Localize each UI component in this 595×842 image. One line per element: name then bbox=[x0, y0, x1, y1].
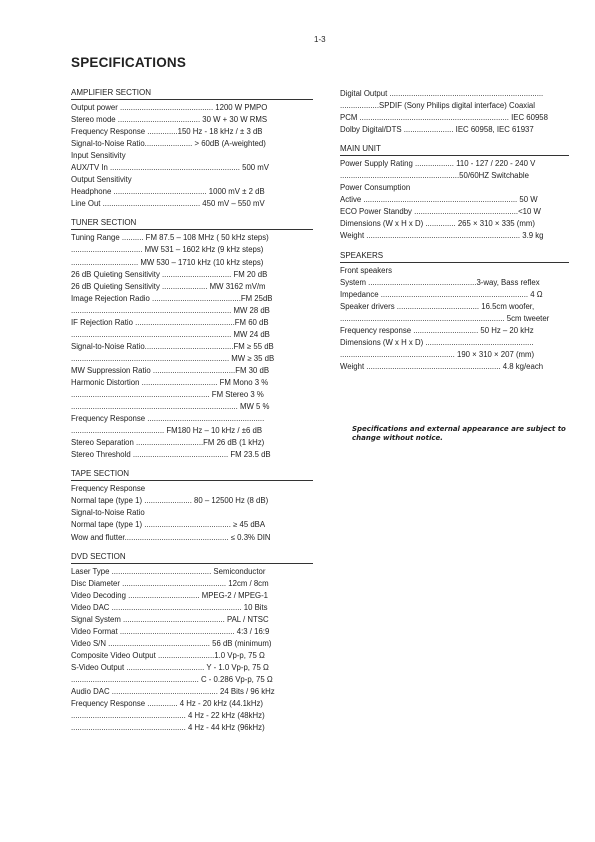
digital-output-block bbox=[340, 88, 569, 136]
spec-line: ........................................................... C - 0.286 Vp-p, 75 Ω bbox=[71, 674, 273, 684]
spec-line: ..................SPDIF (Sony Philips digital interface) Coaxial bbox=[340, 101, 535, 111]
spec-line: ................................................................ FM Stereo 3 % bbox=[71, 390, 264, 400]
spec-line: ................................. MW 531 – 1602 kHz (9 kHz steps) bbox=[71, 245, 264, 255]
amplifier-section-block bbox=[71, 88, 313, 210]
spec-line: ............................................................................ 5cm tweeter bbox=[340, 313, 550, 323]
dvd-section-block bbox=[71, 552, 313, 735]
spec-line: ..................................................... 190 × 310 × 207 (mm) bbox=[340, 349, 535, 359]
main-unit-block bbox=[340, 144, 569, 242]
right-column bbox=[340, 88, 569, 381]
spec-line: Frequency response .............................. 50 Hz – 20 kHz bbox=[340, 325, 534, 335]
spec-line: Output power ........................................... 1200 W PMPO bbox=[71, 103, 268, 112]
speakers-block bbox=[340, 251, 569, 373]
section-title: TAPE SECTION bbox=[71, 469, 313, 481]
tape-section-block bbox=[71, 469, 313, 543]
spec-line: Front speakers bbox=[340, 265, 393, 275]
spec-line: Headphone ........................................... 1000 mV ± 2 dB bbox=[71, 187, 265, 197]
spec-line: ........................................... FM180 Hz – 10 kHz / ±6 dB bbox=[71, 426, 263, 436]
spec-line: Dimensions (W x H x D) .................................................. bbox=[340, 337, 534, 347]
spec-line: Input Sensitivity bbox=[71, 151, 126, 161]
spec-line: Active ....................................................................... 50 W bbox=[340, 195, 538, 205]
left-column bbox=[71, 88, 313, 742]
section-title: SPEAKERS bbox=[340, 251, 569, 263]
spec-line: IF Rejection Ratio ..............................................FM 60 dB bbox=[71, 317, 269, 327]
section-title: DVD SECTION bbox=[71, 552, 313, 564]
spec-line: Dimensions (W x H x D) .............. 265 × 310 × 335 (mm) bbox=[340, 219, 535, 229]
disclaimer-note: Specifications and external appearance are subject to change without notice. bbox=[352, 425, 566, 442]
spec-line: Frequency Response ...................................................... bbox=[71, 414, 265, 424]
spec-line: 26 dB Quieting Sensitivity ..................... MW 3162 mV/m bbox=[71, 281, 266, 291]
spec-line: Signal-to-Noise Ratio...................... > 60dB (A-weighted) bbox=[71, 139, 266, 149]
spec-line: Wow and flutter................................................ ≤ 0.3% DIN bbox=[71, 532, 271, 542]
spec-line: .......................................................50/60HZ Switchable bbox=[340, 171, 529, 181]
spec-line: Composite Video Output ..........................1.0 Vp-p, 75 Ω bbox=[71, 650, 265, 660]
spec-line: Disc Diameter ................................................ 12cm / 8cm bbox=[71, 578, 269, 588]
spec-line: Stereo Separation ...............................FM 26 dB (1 kHz) bbox=[71, 438, 265, 448]
spec-line: Speaker drivers ...................................... 16.5cm woofer, bbox=[340, 301, 535, 311]
spec-line: ............................... MW 530 – 1710 kHz (10 kHz steps) bbox=[71, 257, 264, 267]
spec-line: ..................................................... 4 Hz - 44 kHz (96kHz) bbox=[71, 723, 265, 733]
section-title: TUNER SECTION bbox=[71, 218, 313, 230]
spec-line: Impedance .................................................................... 4 Ω bbox=[340, 289, 543, 299]
spec-line: Video DAC ............................................................ 10 Bits bbox=[71, 602, 268, 612]
spec-line: .......................................................................... MW 28 dB bbox=[71, 305, 270, 315]
spec-line: Weight .............................................................. 4.8 kg/each bbox=[340, 361, 544, 371]
spec-line: ......................................................................... MW ≥ 35 dB bbox=[71, 353, 275, 363]
spec-line: ECO Power Standby ................................................<10 W bbox=[340, 207, 541, 217]
spec-line: Audio DAC ................................................. 24 Bits / 96 kHz bbox=[71, 687, 275, 697]
page-number: 1-3 bbox=[314, 35, 326, 44]
page-title: SPECIFICATIONS bbox=[71, 55, 187, 70]
spec-line: Frequency Response bbox=[71, 484, 146, 494]
spec-line: ............................................................................. MW 5 % bbox=[71, 402, 270, 412]
spec-line: Frequency Response .............. 4 Hz - 20 kHz (44.1kHz) bbox=[71, 699, 263, 709]
spec-line: S-Video Output .................................... Y - 1.0 Vp-p, 75 Ω bbox=[71, 662, 269, 672]
spec-line: MW Suppression Ratio ......................................FM 30 dB bbox=[71, 365, 270, 375]
tuner-section-block bbox=[71, 218, 313, 461]
spec-line: Laser Type .............................................. Semiconductor bbox=[71, 566, 266, 576]
spec-line: Power Supply Rating .................. 110 - 127 / 220 - 240 V bbox=[340, 159, 536, 169]
spec-line: System ..................................................3-way, Bass reflex bbox=[340, 277, 540, 287]
spec-line: Power Consumption bbox=[340, 183, 411, 193]
spec-line: Weight ....................................................................... 3.9 kg bbox=[340, 231, 544, 241]
spec-line: ..................................................... 4 Hz - 22 kHz (48kHz) bbox=[71, 711, 265, 721]
spec-line: Tuning Range .......... FM 87.5 – 108 MHz ( 50 kHz steps) bbox=[71, 233, 269, 243]
spec-line: Stereo mode ...................................... 30 W + 30 W RMS bbox=[71, 115, 268, 125]
spec-line: Video Decoding ................................. MPEG-2 / MPEG-1 bbox=[71, 590, 269, 600]
spec-line: Video S/N ............................................... 56 dB (minimum) bbox=[71, 638, 272, 648]
spec-line: Stereo Threshold ............................................ FM 23.5 dB bbox=[71, 450, 271, 460]
spec-line: Image Rejection Radio .........................................FM 25dB bbox=[71, 293, 273, 303]
spec-line: Normal tape (type 1) ...................... 80 – 12500 Hz (8 dB) bbox=[71, 496, 269, 506]
spec-line: Digital Output ....................................................................... bbox=[340, 89, 544, 98]
spec-line: Signal-to-Noise Ratio.........................................FM ≥ 55 dB bbox=[71, 341, 274, 351]
spec-line: Frequency Response ..............150 Hz - 18 kHz / ± 3 dB bbox=[71, 127, 263, 137]
spec-line: PCM ..................................................................... IEC 60958 bbox=[340, 113, 548, 123]
spec-line: Harmonic Distortion ................................... FM Mono 3 % bbox=[71, 377, 269, 387]
spec-line: Normal tape (type 1) ........................................ ≥ 45 dBA bbox=[71, 520, 266, 530]
section-title: MAIN UNIT bbox=[340, 144, 569, 156]
spec-line: AUX/TV In ............................................................ 500 mV bbox=[71, 163, 270, 173]
spec-line: Signal System ............................................... PAL / NTSC bbox=[71, 614, 269, 624]
spec-line: Line Out ............................................. 450 mV – 550 mV bbox=[71, 199, 265, 209]
section-title: AMPLIFIER SECTION bbox=[71, 88, 313, 100]
spec-line: Dolby Digital/DTS ....................... IEC 60958, IEC 61937 bbox=[340, 125, 534, 135]
spec-line: Signal-to-Noise Ratio bbox=[71, 508, 145, 518]
spec-line: .......................................................................... MW 24 dB bbox=[71, 329, 270, 339]
spec-line: Output Sensitivity bbox=[71, 175, 132, 185]
spec-line: Video Format ..................................................... 4:3 / 16:9 bbox=[71, 626, 270, 636]
spec-line: 26 dB Quieting Sensitivity ................................ FM 20 dB bbox=[71, 269, 268, 279]
